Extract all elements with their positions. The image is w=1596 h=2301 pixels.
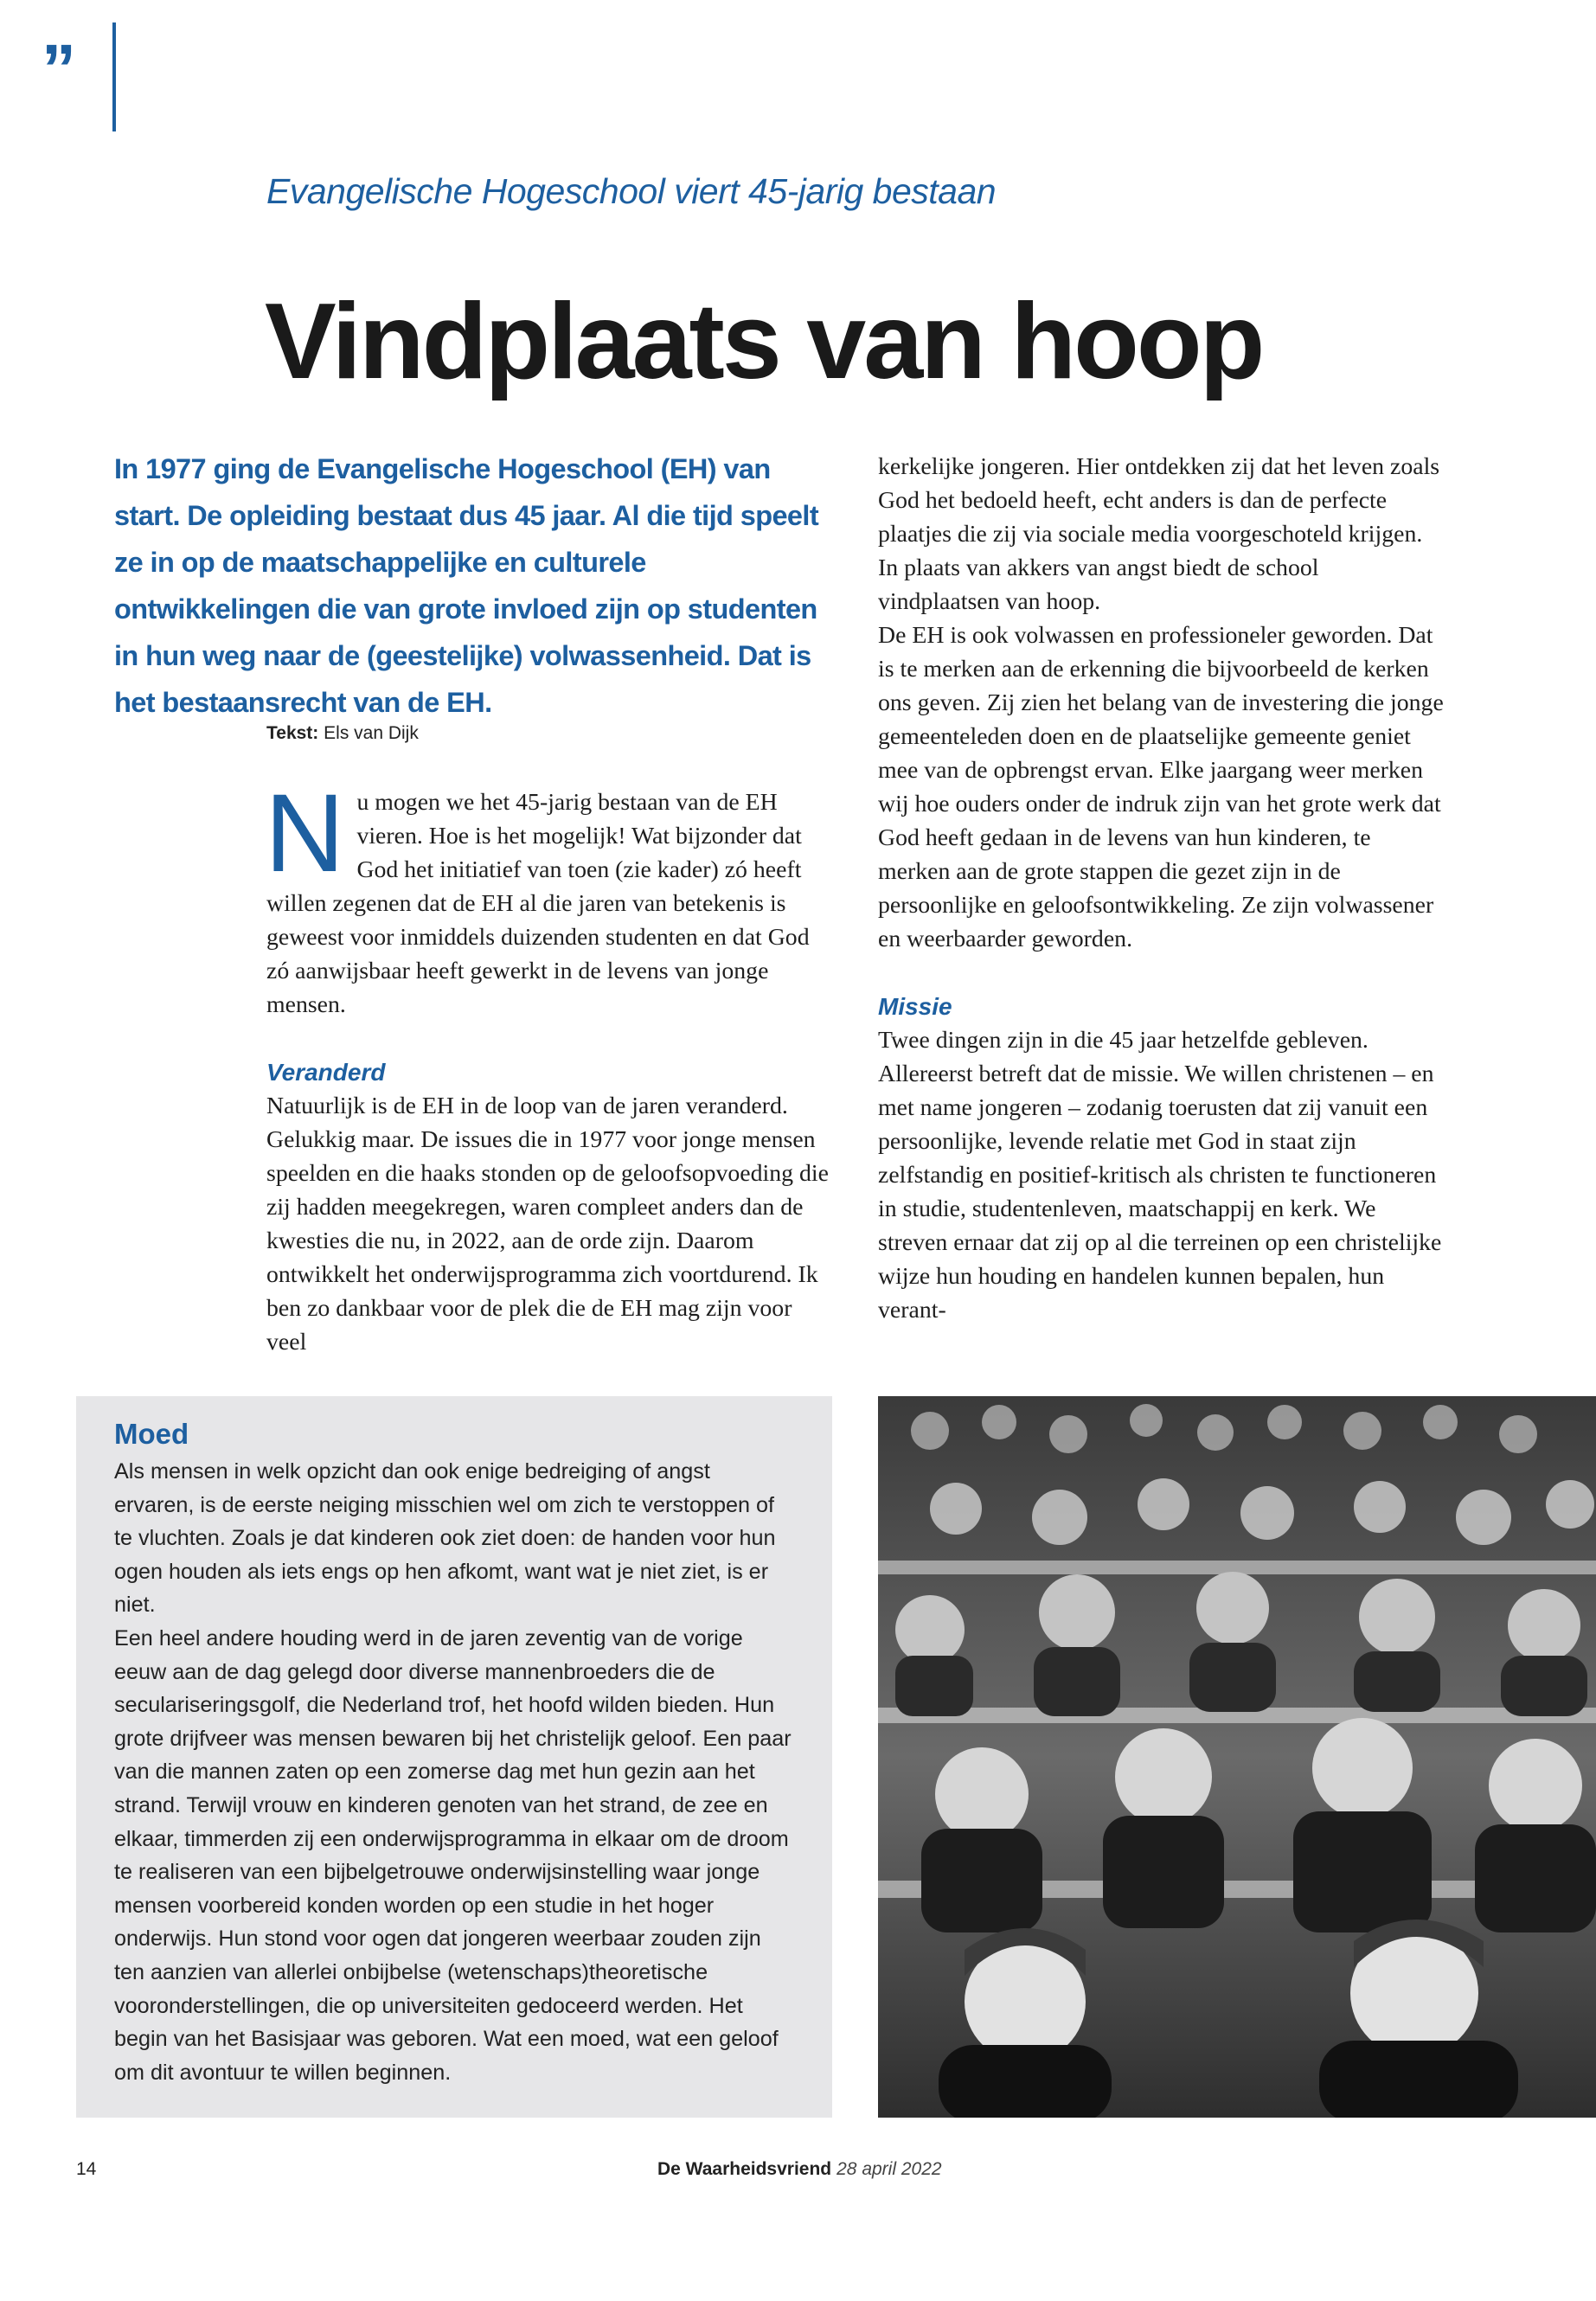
byline-label: Tekst: — [266, 723, 319, 743]
publication-footer — [657, 2159, 942, 2180]
drop-cap: N — [265, 772, 345, 895]
subheading-veranderd: Veranderd — [266, 1059, 386, 1086]
publication-name: De Waarheidsvriend — [657, 2159, 832, 2179]
photo-image — [878, 1396, 1596, 2118]
sidebar-box — [76, 1396, 832, 2118]
vertical-rule — [112, 22, 116, 131]
byline-author: Els van Dijk — [324, 723, 419, 743]
quote-mark-icon: ” — [42, 30, 76, 107]
publication-date: 28 april 2022 — [836, 2159, 942, 2179]
sidebar-paragraph: Een heel andere houding werd in de jaren zeventig van de vorige eeuw aan de dag gelegd door diverse mannenbroeders die de seculariseringsgolf, die Nederland trof, het hoofd wilden bieden. Hun grote drijfveer was mensen bewaren bij het christelijk geloof. Een paar van die mannen zaten op een zomerse dag met hun gezin aan het strand. Terwijl vrouw en kinderen genoten van het strand, de zee en elkaar, timmerden zij een onderwijsprogramma in elkaar om de droom te realiseren van een bijbelgetrouwe onderwijsinstelling waar jonge mensen voorbereid konden worden op een studie in het hoger onderwijs. Hun stond voor ogen dat jongeren weerbaar zouden zijn ten aanzien van allerlei onbijbelse (wetenschaps)theoretische vooronderstellingen, die op universiteiten gedoceerd werden. Het begin van het Basisjaar was geboren. Wat een moed, wat een geloof om dit avontuur te willen beginnen. — [114, 1625, 792, 2085]
article-column-left — [265, 772, 829, 1359]
article-paragraph — [265, 772, 829, 1022]
page-title: Vindplaats van hoop — [265, 282, 1263, 401]
article-column-right — [878, 450, 1445, 1327]
intro-lead: In 1977 ging de Evangelische Hogeschool (EH) van start. De opleiding bestaat dus 45 jaar. Al die tijd speelt ze in op de maatschappelijke en culturele ontwikkelingen die van grote invloed zijn op studenten in hun weg naar de (geestelijke) volwassenheid. Dat is het bestaansrecht van de EH. — [114, 453, 819, 718]
paragraph-text: u mogen we het 45-jarig bestaan van de EH vieren. Hoe is het mogelijk! Wat bijzonder dat God het initiatief van toen (zie kader) zó heeft willen zegenen dat de EH al die jaren van betekenis is geweest voor inmiddels duizenden studenten en dat God zó aanwijsbaar heeft gewerkt in de levens van jonge mensen. — [266, 789, 810, 1018]
sidebar-paragraph: Als mensen in welk opzicht dan ook enige bedreiging of angst ervaren, is de eerste neiging misschien wel om zich te verstoppen of te vluchten. Zoals je dat kinderen ook ziet doen: de handen voor hun ogen houden als iets engs op hen afkomt, want wat je niet ziet, is er niet. — [114, 1459, 776, 1618]
article-paragraph: De EH is ook volwassen en professioneler geworden. Dat is te merken aan de erkenning die bijvoorbeeld de kerken ons geven. Zij zien het belang van de investering die jonge gemeenteleden doen en de plaatselijke gemeente geniet mee van de opbrengst ervan. Elke jaargang weer merken wij hoe ouders onder de indruk zijn van het grote werk dat God heeft gedaan in de levens van hun kinderen, te merken aan de grote stappen die gezet zijn in de persoonlijke en geloofsontwikkeling. Ze zijn volwassener en weerbaarder geworden. — [878, 622, 1444, 952]
article-paragraph: Twee dingen zijn in die 45 jaar hetzelfde gebleven. Allereerst betreft dat de missie. We willen christenen – en met name jongeren – zodanig toerusten dat zij vanuit een persoonlijke, levende relatie met God in staat zijn zelfstandig en positief-kritisch als christen te functioneren in studie, studentenleven, maatschappij en kerk. We streven ernaar dat zij op al die terreinen op een christelijke wijze hun houding en handelen kunnen bepalen, hun verant- — [878, 1027, 1442, 1324]
page-number: 14 — [76, 2159, 97, 2179]
byline — [266, 723, 419, 744]
subheading-missie: Missie — [878, 993, 952, 1020]
kicker: Evangelische Hogeschool viert 45-jarig bestaan — [266, 171, 997, 211]
article-paragraph: kerkelijke jongeren. Hier ontdekken zij dat het leven zoals God het bedoeld heeft, echt anders is dan de perfecte plaatjes die zij via sociale media voorgeschoteld krijgen. In plaats van akkers van angst biedt de school vindplaatsen van hoop. — [878, 453, 1440, 615]
sidebar-title: Moed — [114, 1418, 189, 1450]
article-paragraph: Natuurlijk is de EH in de loop van de jaren veranderd. Gelukkig maar. De issues die in 1977 voor jonge mensen speelden en die haaks stonden op de geloofsopvoeding die zij hadden meegekregen, waren compleet anders dan de kwesties die nu, in 2022, aan de orde zijn. Daarom ontwikkelt het onderwijsprogramma zich voortdurend. Ik ben zo dankbaar voor de plek die de EH mag zijn voor veel — [266, 1093, 829, 1356]
classroom-photo — [878, 1396, 1596, 2118]
